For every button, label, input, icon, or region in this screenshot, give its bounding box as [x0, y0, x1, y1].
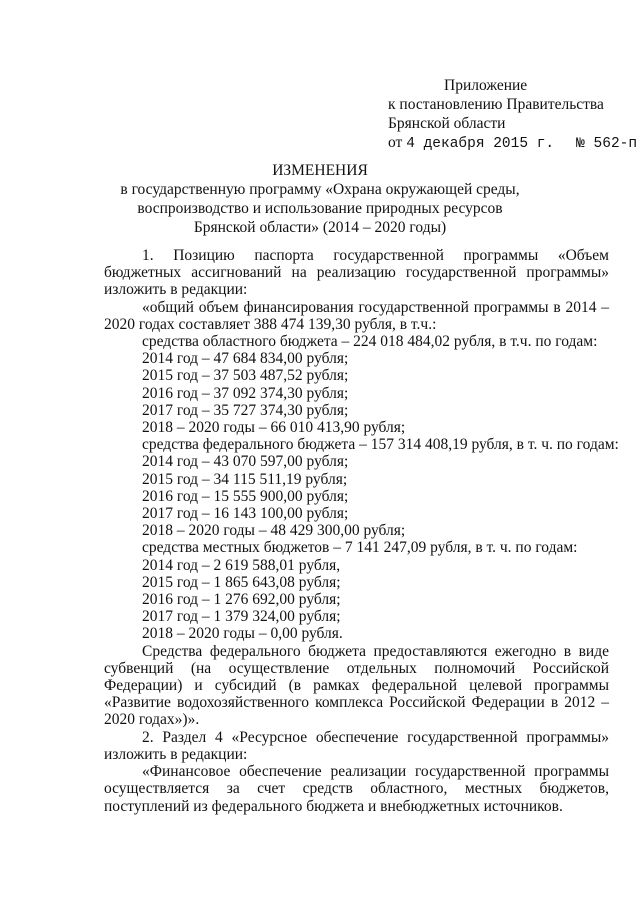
paragraph-federal-note: Средства федерального бюджета предоставляются ежегодно в виде субвенций (на осуществление отдельных полномочий Российской Федерации) и субсидий (в рамках федеральной целевой программы «Развитие водохозяйственного комплекса Российской Федерации в 2012 – 2020 годах»)». — [104, 642, 609, 729]
paragraph-2: «общий объем финансирования государственной программы в 2014 – 2020 годах составляет 388 474 139,30 рубля, в т.ч.: — [104, 298, 609, 333]
paragraph-section-4: 2. Раздел 4 «Ресурсное обеспечение государственной программы» изложить в редакции: — [104, 728, 609, 763]
heading-subtitle-3: Брянской области» (2014 – 2020 годы) — [193, 219, 447, 236]
local-item: 2015 год – 1 865 643,08 рубля; — [142, 573, 341, 591]
appendix-line-decree: к постановлению Правительства — [388, 96, 604, 113]
paragraph-1: 1. Позицию паспорта государственной программы «Объем бюджетных ассигнований на реализацию государственной программы» изложить в редакции: — [104, 247, 609, 299]
document-body — [104, 247, 619, 815]
local-item: 2018 – 2020 годы – 0,00 рубля. — [142, 625, 343, 643]
paragraph-financing: «Финансовое обеспечение реализации государственной программы осуществляется за счет средств областного, местных бюджетов, поступлений из федерального бюджета и внебюджетных источников. — [104, 763, 609, 815]
regional-item: 2016 год – 37 092 374,30 рубля; — [142, 384, 349, 402]
decree-date: 4 декабря 2015 г. — [406, 136, 555, 152]
appendix-date-line — [388, 133, 637, 154]
heading-subtitle-1: в государственную программу «Охрана окружающей среды, — [120, 181, 520, 198]
federal-item: 2015 год – 34 115 511,19 рубля; — [142, 470, 348, 488]
local-item: 2017 год – 1 379 324,00 рубля; — [142, 608, 341, 626]
date-prefix: от — [388, 134, 407, 151]
decree-number: № 562-п — [576, 136, 638, 152]
appendix-line-region: Брянской области — [388, 115, 506, 132]
local-item: 2016 год – 1 276 692,00 рубля; — [142, 591, 341, 609]
appendix-title: Приложение — [444, 77, 528, 94]
regional-item: 2018 – 2020 годы – 66 010 413,90 рубля; — [142, 419, 406, 437]
federal-item: 2018 – 2020 годы – 48 429 300,00 рубля; — [142, 522, 406, 540]
heading-title: ИЗМЕНЕНИЯ — [272, 162, 368, 179]
federal-item: 2017 год – 16 143 100,00 рубля; — [142, 505, 349, 523]
local-item: 2014 год – 2 619 588,01 рубля, — [142, 556, 341, 574]
regional-item: 2015 год – 37 503 487,52 рубля; — [142, 367, 349, 385]
document-heading — [0, 161, 640, 237]
appendix-block — [388, 76, 637, 154]
federal-budget-header: средства федерального бюджета – 157 314 408,19 рубля, в т. ч. по годам: — [142, 436, 619, 454]
heading-subtitle-2: воспроизводство и использование природных ресурсов — [137, 200, 503, 217]
regional-budget-header: средства областного бюджета – 224 018 484,02 рубля, в т.ч. по годам: — [142, 333, 598, 351]
regional-item: 2014 год – 47 684 834,00 рубля; — [142, 350, 349, 368]
federal-item: 2016 год – 15 555 900,00 рубля; — [142, 487, 349, 505]
local-budget-header: средства местных бюджетов – 7 141 247,09 рубля, в т. ч. по годам: — [142, 539, 578, 557]
regional-item: 2017 год – 35 727 374,30 рубля; — [142, 401, 349, 419]
federal-item: 2014 год – 43 070 597,00 рубля; — [142, 453, 349, 471]
